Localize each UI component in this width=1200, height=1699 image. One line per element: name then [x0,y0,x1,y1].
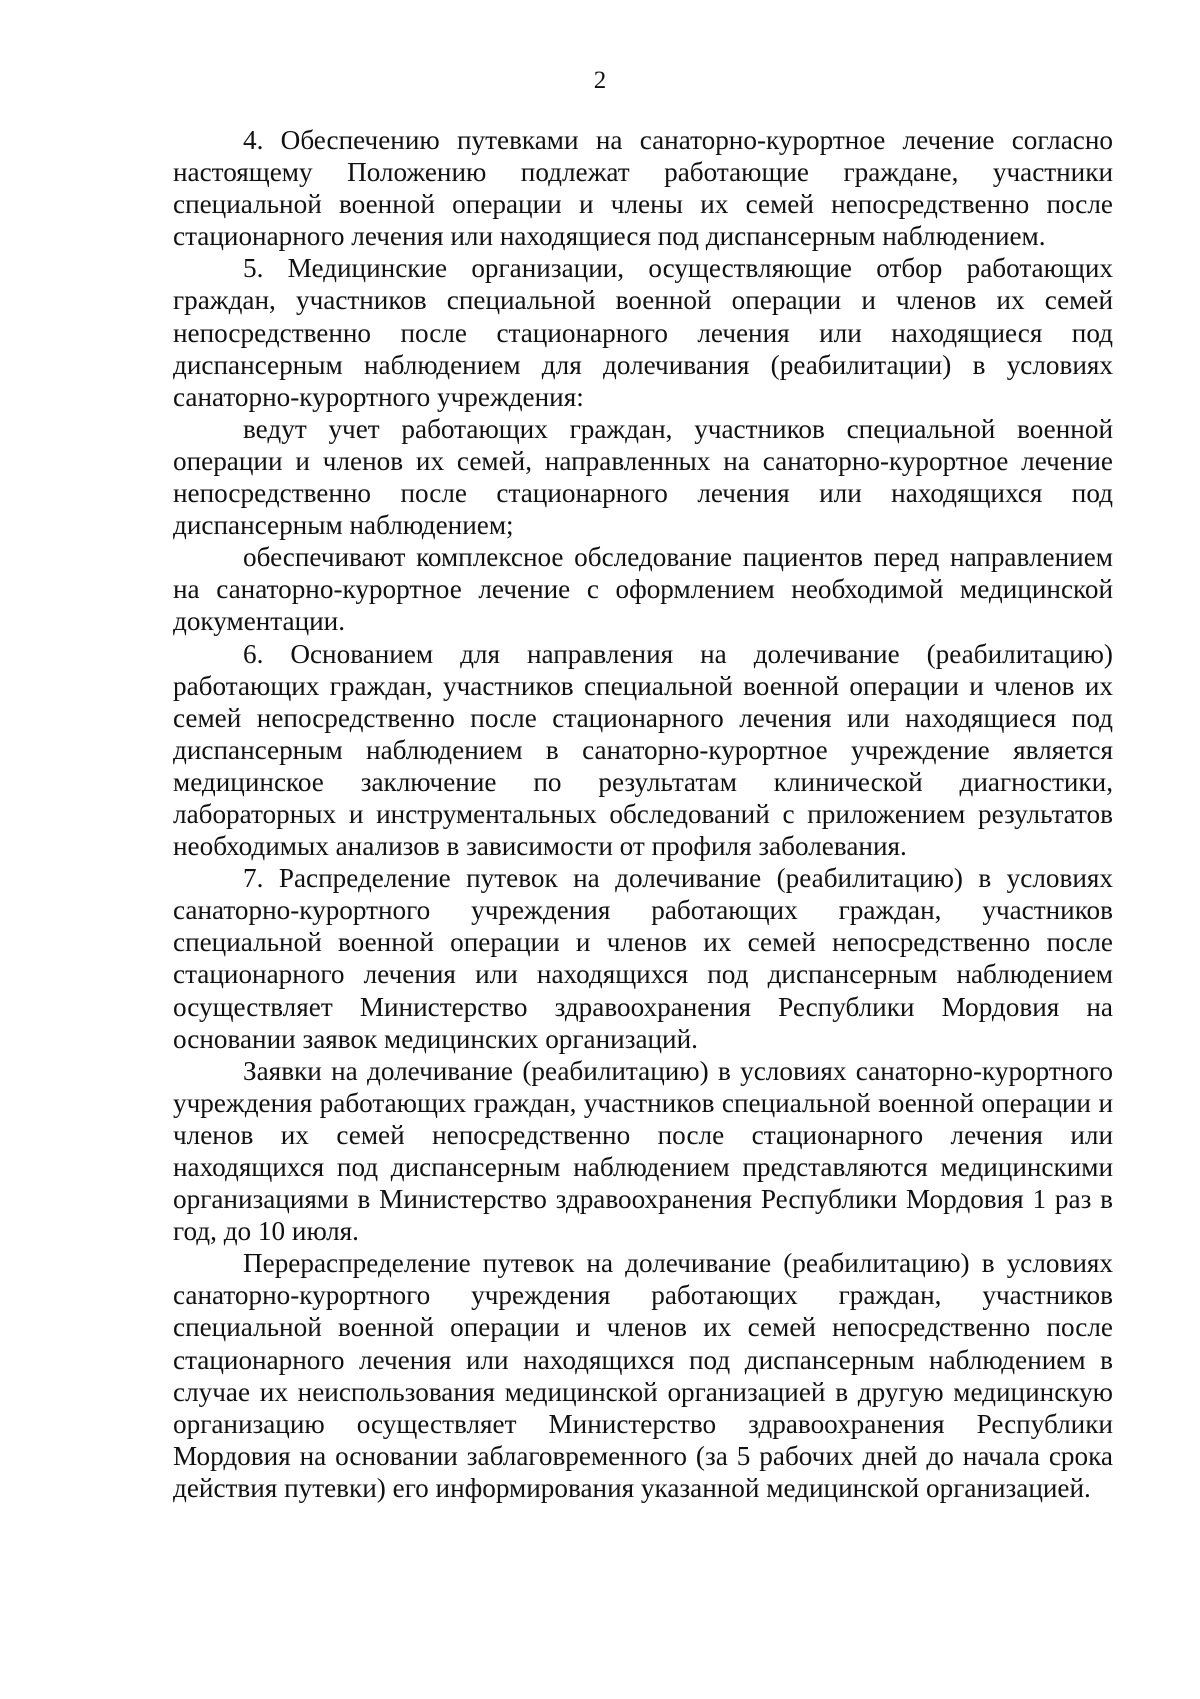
paragraph-applications: Заявки на долечивание (реабилитацию) в условиях санаторно-курортного учреждения работающих граждан, участников специальной военной операции и членов их семей непосредственно после стационарного лечения или находящихся под диспансерным наблюдением представляются медицинскими организациями в Министерство здравоохранения Республики Мордовия 1 раз в год, до 10 июля. [173,1055,1113,1247]
paragraph-subitem-accounting: ведут учет работающих граждан, участников специальной военной операции и членов их семей, направленных на санаторно-курортное лечение непосредственно после стационарного лечения или находящихся под диспансерным наблюдением; [173,413,1113,541]
paragraph-subitem-examination: обеспечивают комплексное обследование пациентов перед направлением на санаторно-курортное лечение с оформлением необходимой медицинской документации. [173,542,1113,637]
paragraph-item-6: 6. Основанием для направления на долечивание (реабилитацию) работающих граждан, участников специальной военной операции и членов их семей непосредственно после стационарного лечения или находящиеся под диспансерным наблюдением в санаторно-курортное учреждение является медицинское заключение по результатам клинической диагностики, лабораторных и инструментальных обследований с приложением результатов необходимых анализов в зависимости от профиля заболевания. [173,638,1113,862]
paragraph-item-4: 4. Обеспечению путевками на санаторно-курортное лечение согласно настоящему Положению подлежат работающие граждане, участники специальной военной операции и члены их семей непосредственно после стационарного лечения или находящиеся под диспансерным наблюдением. [173,125,1113,252]
paragraph-item-7: 7. Распределение путевок на долечивание (реабилитацию) в условиях санаторно-курортного учреждения работающих граждан, участников специальной военной операции и членов их семей непосредственно после стационарного лечения или находящихся под диспансерным наблюдением осуществляет Министерство здравоохранения Республики Мордовия на основании заявок медицинских организаций. [173,863,1113,1054]
paragraph-item-5: 5. Медицинские организации, осуществляющие отбор работающих граждан, участников специальной военной операции и членов их семей непосредственно после стационарного лечения или находящиеся под диспансерным наблюдением для долечивания (реабилитации) в условиях санаторно-курортного учреждения: [173,253,1113,412]
page-number: 2 [593,67,607,94]
paragraph-redistribution: Перераспределение путевок на долечивание (реабилитацию) в условиях санаторно-курортного учреждения работающих граждан, участников специальной военной операции и членов их семей непосредственно после стационарного лечения или находящихся под диспансерным наблюдением в случае их неиспользования медицинской организацией в другую медицинскую организацию осуществляет Министерство здравоохранения Республики Мордовия на основании заблаговременного (за 5 рабочих дней до начала срока действия путевки) его информирования указанной медицинской организацией. [173,1248,1113,1503]
document-body [173,124,1113,1504]
